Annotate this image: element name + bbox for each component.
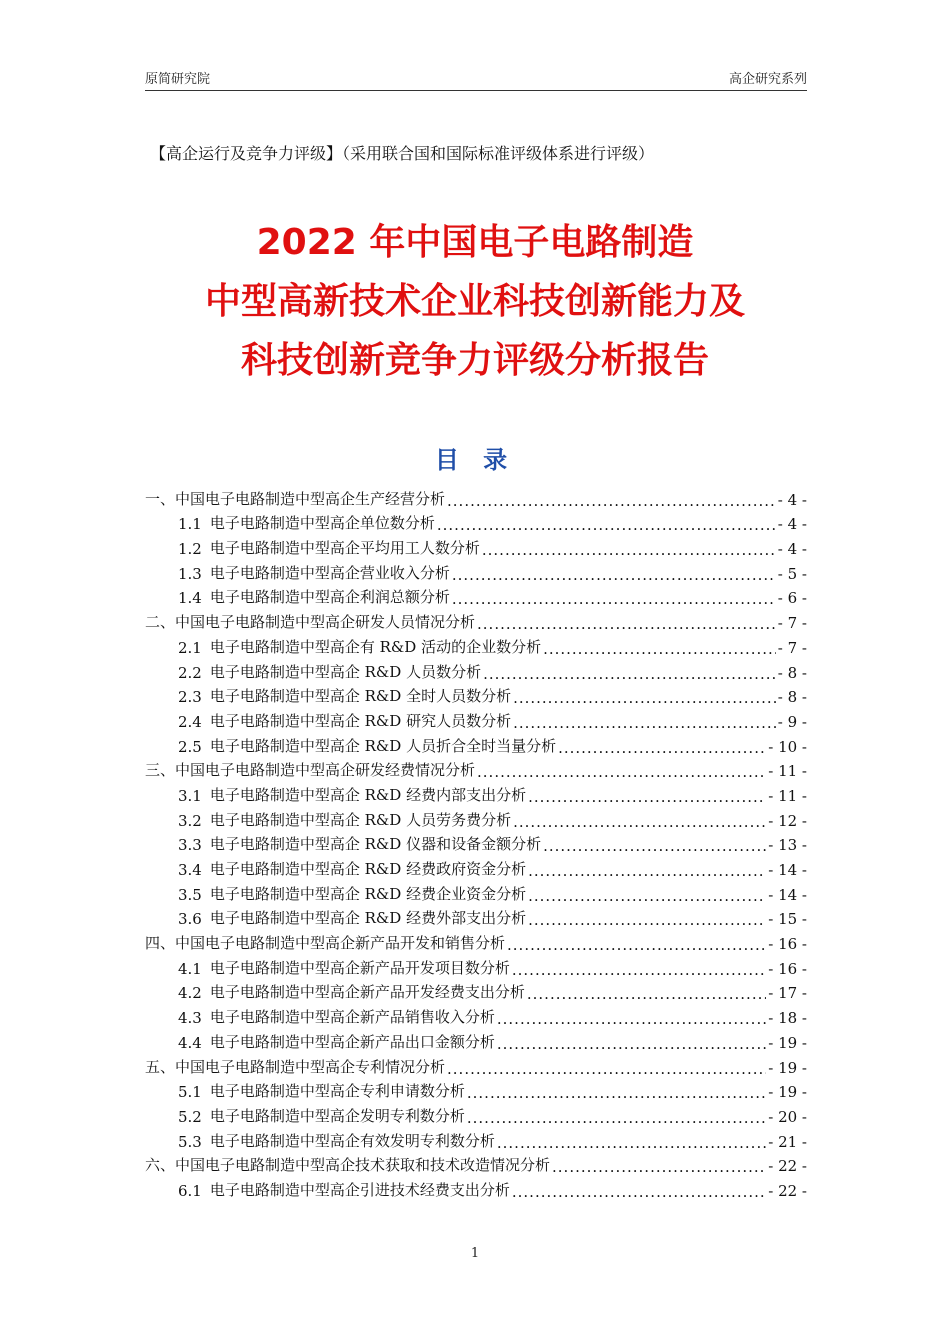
toc-entry-number: 3.5	[178, 885, 202, 904]
toc-entry-title: 三、中国电子电路制造中型高企研发经费情况分析	[145, 761, 476, 780]
toc-entry-page: - 12 -	[768, 811, 807, 830]
toc-leader-dots	[507, 938, 766, 953]
toc-entry[interactable]	[145, 830, 807, 855]
toc-entry[interactable]	[145, 1175, 807, 1200]
toc-entry[interactable]	[145, 1126, 807, 1151]
toc-entry-title: 电子电路制造中型高企新产品开发经费支出分析	[209, 983, 525, 1002]
toc-entry-page: - 19 -	[768, 1083, 807, 1102]
toc-entry-number: 3.2	[178, 811, 202, 830]
toc-entry[interactable]	[145, 509, 807, 534]
toc-entry-number: 1.4	[178, 589, 202, 608]
toc-entry-title: 电子电路制造中型高企单位数分析	[209, 514, 435, 533]
toc-leader-dots	[528, 889, 766, 904]
toc-leader-dots	[497, 1037, 766, 1052]
toc-entry-number: 2.4	[178, 712, 202, 731]
report-title-line-2: 中型高新技术企业科技创新能力及	[204, 281, 745, 322]
toc-entry-title: 电子电路制造中型高企有效发明专利数分析	[209, 1131, 495, 1150]
toc-entry[interactable]	[145, 583, 807, 608]
page-number: 1	[470, 1246, 480, 1261]
toc-leader-dots	[477, 617, 776, 632]
toc-leader-dots	[528, 864, 766, 879]
toc-entry-page: - 14 -	[768, 885, 807, 904]
toc-entry-page: - 6 -	[777, 589, 807, 608]
toc-entry-number: 3.6	[178, 910, 202, 929]
toc-entry-page: - 18 -	[768, 1009, 807, 1028]
toc-entry-number: 4.4	[178, 1033, 202, 1052]
toc-entry-page: - 8 -	[777, 663, 807, 682]
toc-entry[interactable]	[145, 657, 807, 682]
toc-entry[interactable]	[145, 1027, 807, 1052]
toc-entry[interactable]	[145, 558, 807, 583]
toc-entry-title: 电子电路制造中型高企引进技术经费支出分析	[209, 1180, 510, 1199]
header-right: 高企研究系列	[728, 72, 807, 87]
toc-leader-dots	[512, 1185, 766, 1200]
toc-leader-dots	[497, 1012, 766, 1027]
toc-entry-page: - 7 -	[777, 638, 807, 657]
toc-leader-dots	[543, 839, 766, 854]
toc-entry-page: - 17 -	[768, 984, 807, 1003]
toc-entry-title: 二、中国电子电路制造中型高企研发人员情况分析	[145, 613, 476, 632]
rating-line: 【高企运行及竞争力评级】（采用联合国和国际标准评级体系进行评级）	[150, 144, 655, 163]
table-of-contents	[145, 484, 807, 1200]
toc-entry-page: - 4 -	[777, 515, 807, 534]
toc-leader-dots	[528, 913, 766, 928]
report-title-line-3: 科技创新竞争力评级分析报告	[240, 340, 709, 381]
toc-entry-page: - 11 -	[768, 786, 807, 805]
toc-entry-number: 4.2	[178, 984, 202, 1003]
toc-entry-title: 电子电路制造中型高企新产品出口金额分析	[209, 1032, 495, 1051]
toc-entry-number: 1.2	[178, 540, 202, 559]
toc-entry-title: 电子电路制造中型高企有 R&D 活动的企业数分析	[209, 637, 542, 656]
toc-entry-title: 电子电路制造中型高企专利申请数分析	[209, 1082, 465, 1101]
toc-entry-page: - 16 -	[768, 935, 807, 954]
toc-entry[interactable]	[145, 978, 807, 1003]
toc-leader-dots	[552, 1160, 766, 1175]
report-title-line-1: 2022 年中国电子电路制造	[256, 222, 694, 263]
toc-entry-number: 4.3	[178, 1009, 202, 1028]
toc-entry-number: 1.3	[178, 564, 202, 583]
toc-entry[interactable]	[145, 1101, 807, 1126]
toc-entry-title: 电子电路制造中型高企 R&D 人员劳务费分析	[209, 810, 512, 829]
toc-entry-page: - 7 -	[777, 614, 807, 633]
toc-leader-dots	[513, 691, 776, 706]
toc-entry[interactable]	[145, 780, 807, 805]
toc-leader-dots	[497, 1136, 766, 1151]
toc-heading: 目 录	[434, 446, 516, 474]
toc-entry-page: - 19 -	[768, 1058, 807, 1077]
toc-entry-number: 6.1	[178, 1181, 202, 1200]
toc-entry-page: - 19 -	[768, 1033, 807, 1052]
toc-entry-title: 电子电路制造中型高企新产品开发项目数分析	[209, 958, 510, 977]
toc-entry[interactable]	[145, 484, 807, 509]
toc-entry-number: 2.3	[178, 688, 202, 707]
toc-leader-dots	[452, 592, 776, 607]
toc-entry-title: 电子电路制造中型高企营业收入分析	[209, 563, 450, 582]
toc-leader-dots	[477, 765, 766, 780]
toc-entry-title: 一、中国电子电路制造中型高企生产经营分析	[145, 489, 446, 508]
toc-entry[interactable]	[145, 904, 807, 929]
toc-entry[interactable]	[145, 928, 807, 953]
toc-entry-page: - 10 -	[768, 737, 807, 756]
toc-leader-dots	[467, 1086, 766, 1101]
toc-entry-title: 五、中国电子电路制造中型高企专利情况分析	[145, 1057, 446, 1076]
toc-entry[interactable]	[145, 607, 807, 632]
toc-entry-page: - 9 -	[777, 712, 807, 731]
toc-entry[interactable]	[145, 1052, 807, 1077]
toc-entry-title: 电子电路制造中型高企 R&D 经费外部支出分析	[209, 909, 527, 928]
toc-entry[interactable]	[145, 1077, 807, 1102]
toc-entry-page: - 22 -	[768, 1181, 807, 1200]
toc-entry-page: - 16 -	[768, 959, 807, 978]
toc-leader-dots	[482, 543, 776, 558]
toc-entry[interactable]	[145, 682, 807, 707]
toc-leader-dots	[483, 667, 776, 682]
toc-entry-number: 4.1	[178, 959, 202, 978]
toc-leader-dots	[437, 518, 776, 533]
toc-entry[interactable]	[145, 731, 807, 756]
toc-entry-title: 电子电路制造中型高企平均用工人数分析	[209, 539, 480, 558]
toc-leader-dots	[543, 642, 776, 657]
toc-entry-number: 2.2	[178, 663, 202, 682]
toc-entry-number: 3.3	[178, 836, 202, 855]
toc-leader-dots	[527, 987, 766, 1002]
toc-entry-title: 电子电路制造中型高企新产品销售收入分析	[209, 1008, 495, 1027]
toc-leader-dots	[467, 1111, 766, 1126]
toc-entry-page: - 20 -	[768, 1107, 807, 1126]
toc-entry-number: 3.4	[178, 861, 202, 879]
toc-entry-number: 1.1	[178, 515, 202, 534]
toc-entry-page: - 21 -	[768, 1132, 807, 1151]
toc-entry-title: 电子电路制造中型高企 R&D 经费内部支出分析	[209, 785, 527, 804]
toc-leader-dots	[513, 815, 766, 830]
toc-entry[interactable]	[145, 854, 807, 879]
toc-entry-title: 四、中国电子电路制造中型高企新产品开发和销售分析	[145, 934, 506, 953]
toc-entry-page: - 22 -	[768, 1157, 807, 1176]
toc-leader-dots	[513, 716, 776, 731]
toc-entry[interactable]	[145, 879, 807, 904]
toc-entry[interactable]	[145, 756, 807, 781]
toc-entry-number: 3.1	[178, 786, 202, 805]
toc-entry-number: 2.1	[178, 638, 202, 657]
toc-entry[interactable]	[145, 805, 807, 830]
toc-entry-title: 电子电路制造中型高企利润总额分析	[209, 588, 450, 607]
toc-entry-number: 5.1	[178, 1083, 202, 1102]
toc-entry[interactable]	[145, 953, 807, 978]
toc-entry-number: 5.3	[178, 1132, 202, 1151]
toc-entry-page: - 15 -	[768, 910, 807, 929]
toc-leader-dots	[528, 790, 766, 805]
header-left: 原简研究院	[145, 72, 211, 87]
toc-entry-page: - 13 -	[768, 836, 807, 855]
toc-entry[interactable]	[145, 706, 807, 731]
toc-entry-title: 六、中国电子电路制造中型高企技术获取和技术改造情况分析	[145, 1156, 551, 1175]
toc-entry-number: 2.5	[178, 737, 202, 756]
toc-entry-page: - 8 -	[777, 688, 807, 707]
toc-entry-title: 电子电路制造中型高企 R&D 人员数分析	[209, 662, 482, 681]
toc-entry-page: - 4 -	[777, 490, 807, 509]
toc-entry[interactable]	[145, 533, 807, 558]
toc-leader-dots	[447, 1062, 766, 1077]
toc-entry-page: - 14 -	[768, 861, 807, 879]
toc-entry[interactable]	[145, 1151, 807, 1176]
toc-entry-title: 电子电路制造中型高企 R&D 仪器和设备金额分析	[209, 835, 542, 854]
toc-leader-dots	[452, 568, 776, 583]
toc-leader-dots	[512, 963, 766, 978]
toc-entry-title: 电子电路制造中型高企发明专利数分析	[209, 1106, 465, 1125]
toc-entry-title: 电子电路制造中型高企 R&D 经费企业资金分析	[209, 884, 527, 903]
toc-entry-title: 电子电路制造中型高企 R&D 经费政府资金分析	[209, 860, 527, 878]
toc-entry-title: 电子电路制造中型高企 R&D 全时人员数分析	[209, 687, 512, 706]
toc-entry-page: - 5 -	[777, 564, 807, 583]
toc-entry[interactable]	[145, 632, 807, 657]
toc-leader-dots	[558, 741, 766, 756]
toc-entry-title: 电子电路制造中型高企 R&D 人员折合全时当量分析	[209, 736, 557, 755]
toc-entry[interactable]	[145, 1002, 807, 1027]
toc-entry-page: - 4 -	[777, 540, 807, 559]
toc-leader-dots	[447, 494, 776, 509]
toc-entry-number: 5.2	[178, 1107, 202, 1126]
toc-entry-title: 电子电路制造中型高企 R&D 研究人员数分析	[209, 711, 512, 730]
page-header	[145, 68, 807, 91]
toc-entry-page: - 11 -	[768, 762, 807, 781]
